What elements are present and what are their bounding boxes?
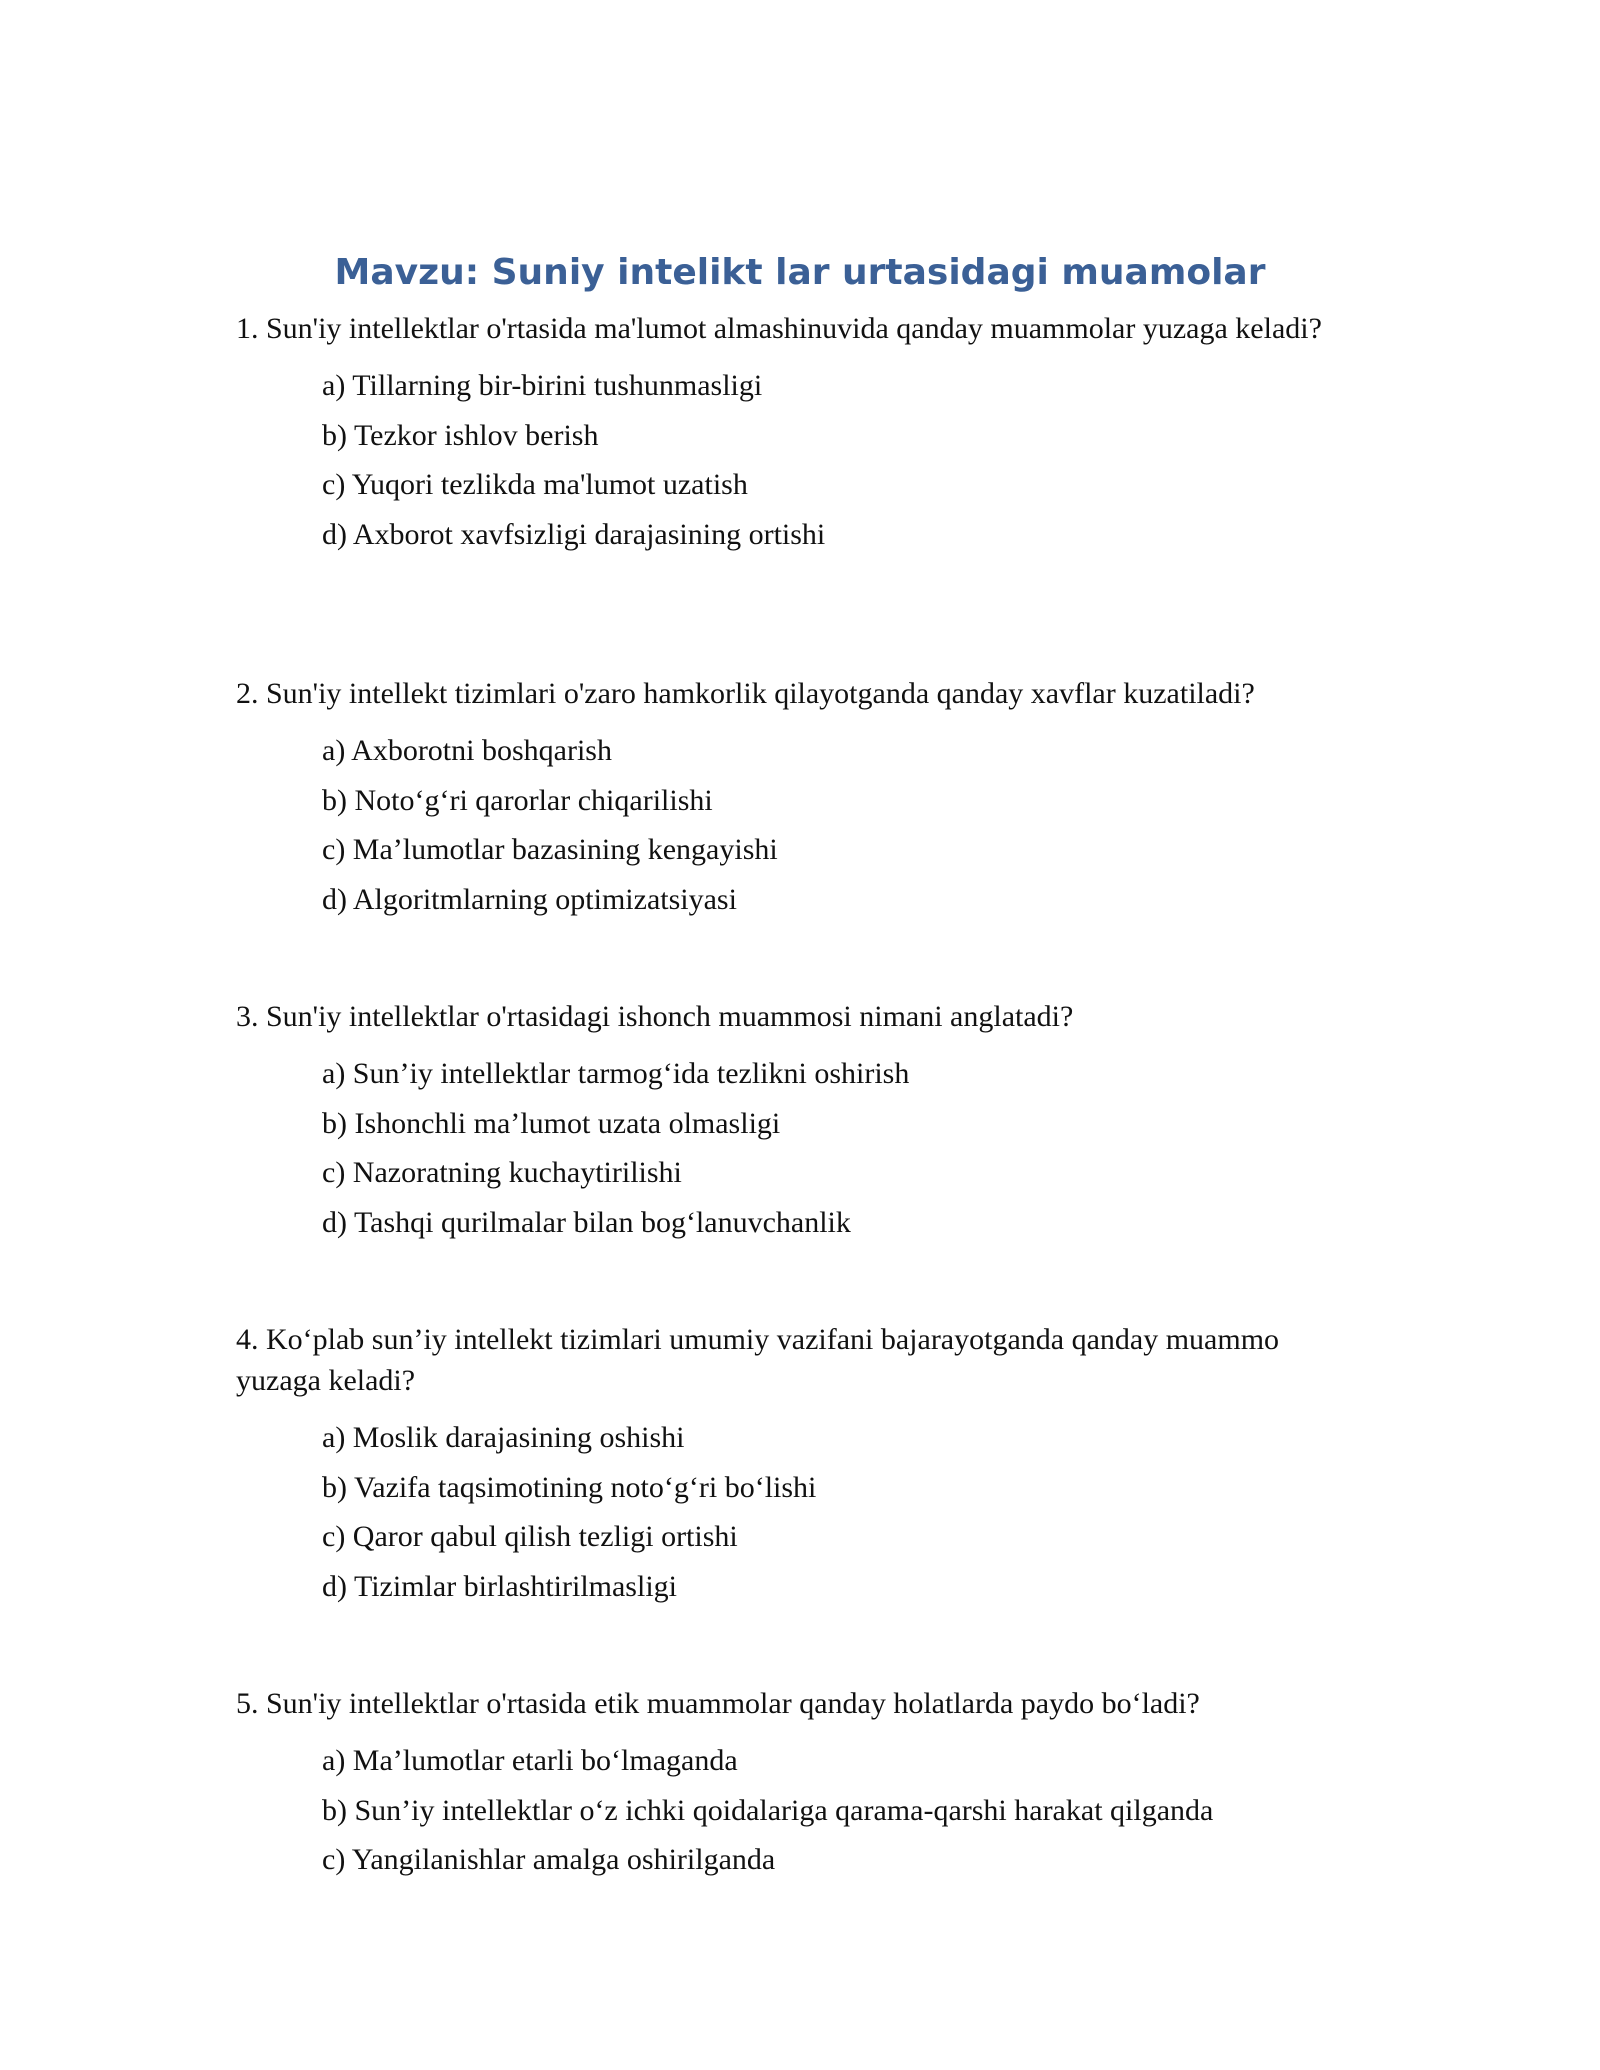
options-list (236, 726, 1255, 924)
option-d: d) Axborot xavfsizligi darajasining ortishi (322, 517, 826, 551)
option-d: d) Tashqi qurilmalar bilan bog‘lanuvchanlik (322, 1205, 851, 1239)
question-text: 2. Sun'iy intellekt tizimlari o'zaro hamkorlik qilayotganda qanday xavflar kuzatiladi? (236, 677, 1255, 710)
option-a: a) Sun’iy intellektlar tarmog‘ida tezlikni oshirish (322, 1057, 910, 1090)
option-c: c) Yangilanishlar amalga oshirilganda (322, 1843, 776, 1876)
option-b: b) Noto‘g‘ri qarorlar chiqarilishi (322, 783, 713, 817)
options-list (236, 1736, 1213, 1885)
options-list (236, 361, 1322, 559)
option-c: c) Nazoratning kuchaytirilishi (322, 1156, 682, 1189)
question-4 (236, 1319, 1366, 1611)
option-b: b) Vazifa taqsimotining noto‘g‘ri bo‘lishi (322, 1470, 817, 1504)
option-d: d) Tizimlar birlashtirilmasligi (322, 1569, 677, 1603)
option-c: c) Qaror qabul qilish tezligi ortishi (322, 1520, 738, 1553)
option-a: a) Tillarning bir-birini tushunmasligi (322, 369, 763, 402)
page-title: Mavzu: Suniy intelikt lar urtasidagi muamolar (334, 252, 1266, 293)
option-c: c) Yuqori tezlikda ma'lumot uzatish (322, 468, 748, 501)
question-text: 4. Ko‘plab sun’iy intellekt tizimlari umumiy vazifani bajarayotganda qanday muammo yuzaga keladi? (236, 1323, 1280, 1397)
options-list (236, 1413, 1366, 1611)
option-a: a) Moslik darajasining oshishi (322, 1421, 685, 1454)
option-a: a) Ma’lumotlar etarli bo‘lmaganda (322, 1744, 738, 1777)
question-text: 3. Sun'iy intellektlar o'rtasidagi ishonch muammosi nimani anglatadi? (236, 1000, 1074, 1033)
option-b: b) Sun’iy intellektlar o‘z ichki qoidalariga qarama-qarshi harakat qilganda (322, 1793, 1214, 1827)
question-text: 1. Sun'iy intellektlar o'rtasida ma'lumot almashinuvida qanday muammolar yuzaga keladi? (236, 312, 1322, 345)
option-b: b) Ishonchli ma’lumot uzata olmasligi (322, 1106, 781, 1140)
question-1 (236, 308, 1322, 559)
option-d: d) Algoritmlarning optimizatsiyasi (322, 882, 737, 916)
question-2 (236, 673, 1255, 924)
option-b: b) Tezkor ishlov berish (322, 418, 599, 452)
question-3 (236, 996, 1073, 1247)
question-text: 5. Sun'iy intellektlar o'rtasida etik muammolar qanday holatlarda paydo bo‘ladi? (236, 1687, 1200, 1720)
option-c: c) Ma’lumotlar bazasining kengayishi (322, 833, 778, 866)
question-5 (236, 1683, 1213, 1885)
option-a: a) Axborotni boshqarish (322, 734, 612, 767)
options-list (236, 1049, 1073, 1247)
